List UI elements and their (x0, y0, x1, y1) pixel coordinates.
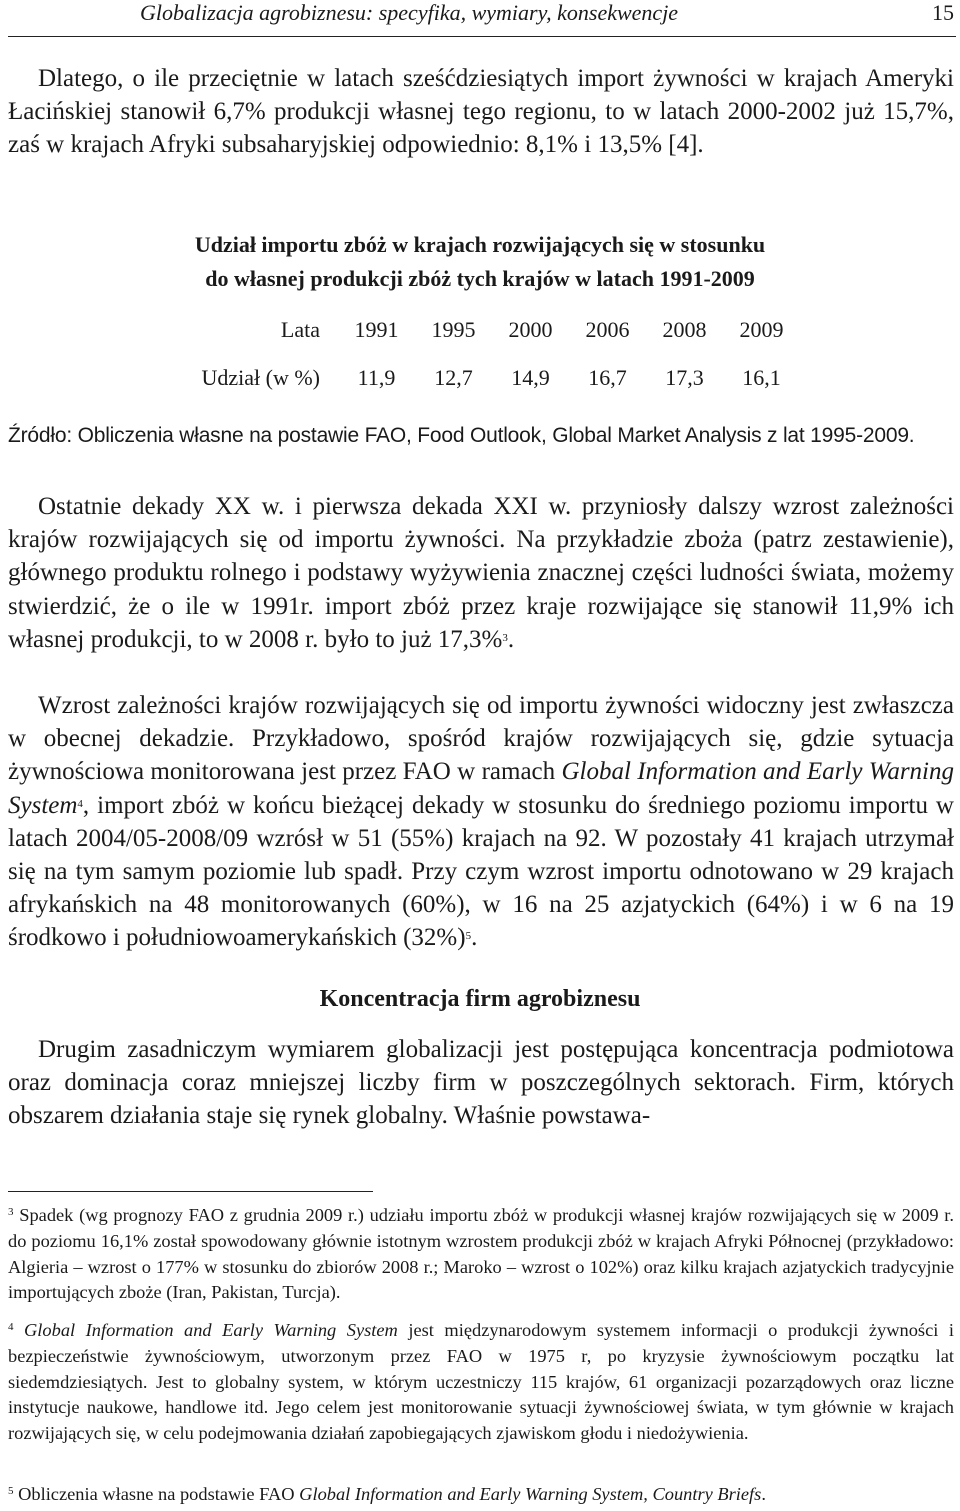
year-cell: 2006 (585, 317, 630, 342)
footnote-4-italic: Global Information and Early Warning System (24, 1320, 398, 1340)
share-cell: 17,3 (665, 365, 704, 390)
section-paragraph-1: Drugim zasadniczym wymiarem globalizacji jest postępująca koncentracja podmiotowa oraz dominacja coraz mniejszej liczby firm w poszczególnych sektorach. Firm, których obszarem działania staje się rynek globalny. Właśnie powstawa- (8, 1036, 954, 1130)
body-p2-text-b: , import zbóż w końcu bieżącej dekady w stosunku do średniego poziomu importu w latach 2004/05-2008/09 wzrósł w 51 (55%) krajach na 92. W pozostały 41 krajach utrzymał się na tym samym poziomie lub spadł. Przy czym wzrost importu odnotowano w 29 krajach afrykańskich na 48 monitorowanych (60%), w 16 na 25 azjatyckich (64%) i w 6 na 19 środkowo i południowoamerykańskich (32%) (8, 791, 954, 952)
share-cell: 14,9 (511, 365, 550, 390)
year-cell: 1995 (431, 317, 476, 342)
running-title: Globalizacja agrobiznesu: specyfika, wymiary, konsekwencje (140, 0, 679, 25)
footnote-ref-3[interactable]: 3 (502, 631, 508, 644)
footnote-ref-4[interactable]: 4 (77, 797, 83, 810)
footnote-5-italic: Global Information and Early Warning System, Country Briefs (299, 1484, 762, 1504)
share-cell: 11,9 (357, 365, 396, 390)
section-heading: Koncentracja firm agrobiznesu (319, 986, 641, 1012)
footnote-4-text: jest międzynarodowym systemem informacji o produkcji żywności i bezpieczeństwie żywnościowym, utworzonym przez FAO w 1975 r, po kryzysie żywnościowym początku lat siedemdziesiątych. Jest to globalny system, w którym uczestniczy 115 krajów, 61 organizacji pozarządowych oraz liczne instytucje naukowe, handlowe itd. Jego celem jest monitorowanie sytuacji żywnościowej świata, w tym głównie w krajach rozwijających się, w celu podejmowania działań zapobiegających zjawiskom głodu i niedożywienia. (8, 1320, 954, 1444)
table-caption-line1: Udział importu zbóż w krajach rozwijających się w stosunku (194, 232, 766, 257)
body-p1-end: . (507, 625, 515, 653)
footnote-3-number: 3 (8, 1206, 14, 1218)
body-paragraph-2 (8, 689, 954, 955)
row-label-shares: Udział (w %) (201, 365, 320, 390)
footnote-4-number: 4 (8, 1321, 14, 1333)
footnote-3 (8, 1203, 954, 1306)
table-caption (60, 228, 900, 296)
year-cell: 2000 (508, 317, 553, 342)
share-cell: 16,1 (742, 365, 781, 390)
cereal-import-table (150, 306, 800, 402)
year-cell: 1991 (354, 317, 399, 342)
system-name-italic: Global Information and Early Warning System (8, 758, 954, 819)
share-cell: 16,7 (588, 365, 627, 390)
body-p2-end: . (471, 924, 478, 952)
footnote-5-end: . (761, 1484, 766, 1504)
footnote-3-text: Spadek (wg prognozy FAO z grudnia 2009 r.) udziału importu zbóż w produkcji własnej krajów rozwijających się w 2009 r. do poziomu 16,1% został spowodowany głównie istotnym wzrostem produkcji zbóż w krajach Afryki Północnej (przykładowo: Algieria – wzrost o 177% w stosunku do zbiorów 2008 r.; Maroko – wzrost o 102%) oraz kilku krajach azjatyckich tradycyjnie importujących zboże (Iran, Pakistan, Turcja). (8, 1205, 954, 1303)
table-caption-line2: do własnej produkcji zbóż tych krajów w latach 1991-2009 (205, 266, 755, 291)
row-label-years: Lata (280, 317, 320, 342)
intro-paragraph: Dlatego, o ile przeciętnie w latach sześćdziesiątych import żywności w krajach Ameryki Łacińskiej stanowił 6,7% produkcji własnej tego regionu, to w latach 2000-2002 już 15,7%, zaś w krajach Afryki subsaharyjskiej odpowiednio: 8,1% i 13,5% [4]. (8, 65, 954, 159)
body-p1-text: Ostatnie dekady XX w. i pierwsza dekada XXI w. przyniosły dalszy wzrost zależności krajów rozwijających się od importu żywności. Na przykładzie zboża (patrz zestawienie), głównego produktu rolnego i podstawy wyżywienia znacznej części ludności świata, możemy stwierdzić, że o ile w 1991r. import zbóż przez kraje rozwijające się stanowił 11,9% ich własnej produkcji, to w 2008 r. było to już 17,3% (8, 493, 954, 653)
footnote-ref-5[interactable]: 5 (465, 930, 472, 943)
body-p2-text-a: Wzrost zależności krajów rozwijających się od importu żywności widoczny jest zwłaszcza w obecnej dekadzie. Przykładowo, spośród krajów rozwijających się, gdzie sytuacja żywnościowa monitorowana jest przez FAO w ramach (8, 692, 954, 786)
footnote-5-text: Obliczenia własne na podstawie FAO (18, 1484, 300, 1504)
table-row-shares (150, 354, 800, 402)
share-cell: 12,7 (434, 365, 473, 390)
year-cell: 2008 (662, 317, 707, 342)
table-source-note: Źródło: Obliczenia własne na postawie FAO, Food Outlook, Global Market Analysis z lat 1995-2009. (8, 424, 915, 447)
body-paragraph-1 (8, 490, 954, 656)
table-row-years (150, 306, 800, 354)
page-number: 15 (932, 0, 954, 25)
header-rule (8, 36, 956, 37)
footnote-5 (8, 1482, 954, 1508)
year-cell: 2009 (739, 317, 784, 342)
footnote-4 (8, 1318, 954, 1447)
footnote-rule (8, 1191, 373, 1192)
footnote-5-number: 5 (8, 1485, 14, 1497)
running-header (0, 0, 960, 36)
